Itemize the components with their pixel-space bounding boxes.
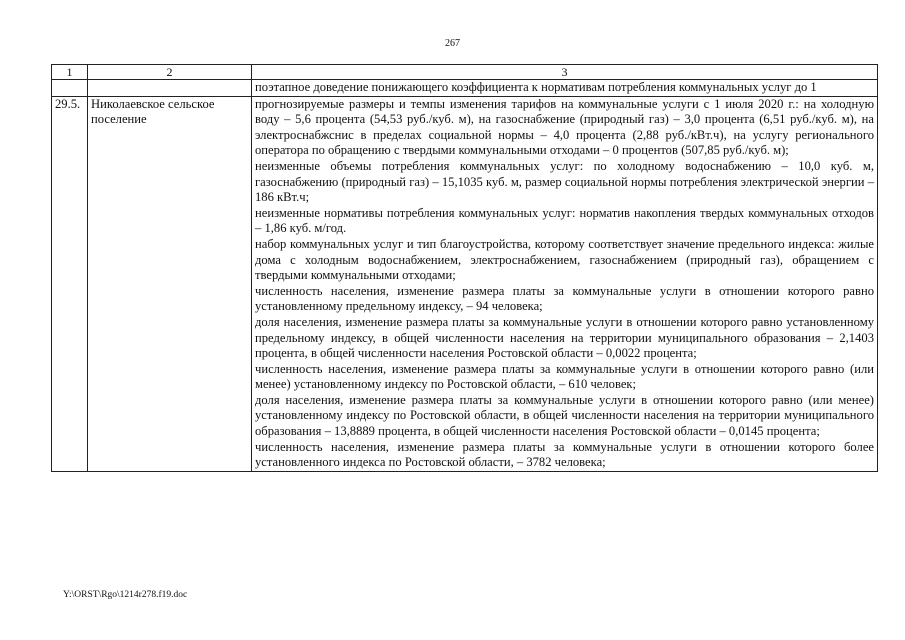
row-number-cell: 29.5. bbox=[52, 96, 88, 471]
column-header-2: 2 bbox=[88, 65, 252, 80]
population-above-index-paragraph: численность населения, изменение размера платы за коммунальные услуги в отношении которого более установленного индекса по Ростовской области, – 3782 человека; bbox=[255, 439, 874, 470]
continuation-row bbox=[52, 80, 878, 97]
continuation-number-cell bbox=[52, 80, 88, 97]
continuation-name-cell bbox=[88, 80, 252, 97]
document-file-path: Y:\ORST\Rgo\1214r278.f19.doc bbox=[63, 590, 188, 600]
continuation-paragraph: поэтапное доведение понижающего коэффициента к нормативам потребления коммунальных услуг до 1 bbox=[255, 80, 817, 94]
row-text-cell bbox=[252, 96, 878, 471]
column-header-3: 3 bbox=[252, 65, 878, 80]
tariff-table bbox=[51, 64, 878, 472]
population-equal-index-paragraph: численность населения, изменение размера платы за коммунальные услуги в отношении которого равно установленному предельному индексу, – 94 человека; bbox=[255, 283, 874, 314]
table-row bbox=[52, 96, 878, 471]
services-set-paragraph: набор коммунальных услуг и тип благоустройства, которому соответствует значение предельного индекса: жилые дома с холодным водоснабжением, электроснабжением, газоснабжением (природный газ), обращением с твердыми коммунальными отходами; bbox=[255, 236, 874, 283]
settlement-name-cell: Николаевское сельское поселение bbox=[88, 96, 252, 471]
column-header-1: 1 bbox=[52, 65, 88, 80]
consumption-norms-paragraph: неизменные нормативы потребления коммунальных услуг: норматив накопления твердых коммунальных отходов – 1,86 куб. м/год. bbox=[255, 205, 874, 236]
consumption-volume-paragraph: неизменные объемы потребления коммунальных услуг: по холодному водоснабжению – 10,0 куб. м, газоснабжению (природный газ) – 15,1035 куб. м, размер социальной нормы потребления электрической энергии – 186 кВт.ч; bbox=[255, 158, 874, 205]
population-regional-index-paragraph: численность населения, изменение размера платы за коммунальные услуги в отношении которого равно (или менее) установленному индексу по Ростовской области, – 610 человек; bbox=[255, 361, 874, 392]
population-share-regional-paragraph: доля населения, изменение размера платы за коммунальные услуги в отношении которого равно (или менее) установленному индексу по Ростовской области, в общей численности населения на территории муниципального образования – 13,8889 процента, в общей численности населения Ростовской области – 0,0145 процента; bbox=[255, 392, 874, 439]
tariff-forecast-paragraph: прогнозируемые размеры и темпы изменения тарифов на коммунальные услуги с 1 июля 2020 г.: на холодную воду – 5,6 процента (54,53 руб./куб. м), на газоснабжение (природный газ) – 3,0 процента (6,51 руб./куб. м), на электроснабжснис в пределах социальной нормы – 4,0 процента (2,88 руб./кВт.ч), на услугу регионального оператора по обращению с твердыми коммунальными отходами – 0 процентов (507,85 руб./куб. м); bbox=[255, 96, 874, 158]
table-header-row bbox=[52, 65, 878, 80]
continuation-text-cell bbox=[252, 80, 878, 97]
population-share-equal-paragraph: доля населения, изменение размера платы за коммунальные услуги в отношении которого равно установленному предельному индексу, в общей численности населения на территории муниципального образования – 2,1403 процента, в общей численности населения Ростовской области – 0,0022 процента; bbox=[255, 314, 874, 361]
page-number: 267 bbox=[445, 38, 460, 49]
